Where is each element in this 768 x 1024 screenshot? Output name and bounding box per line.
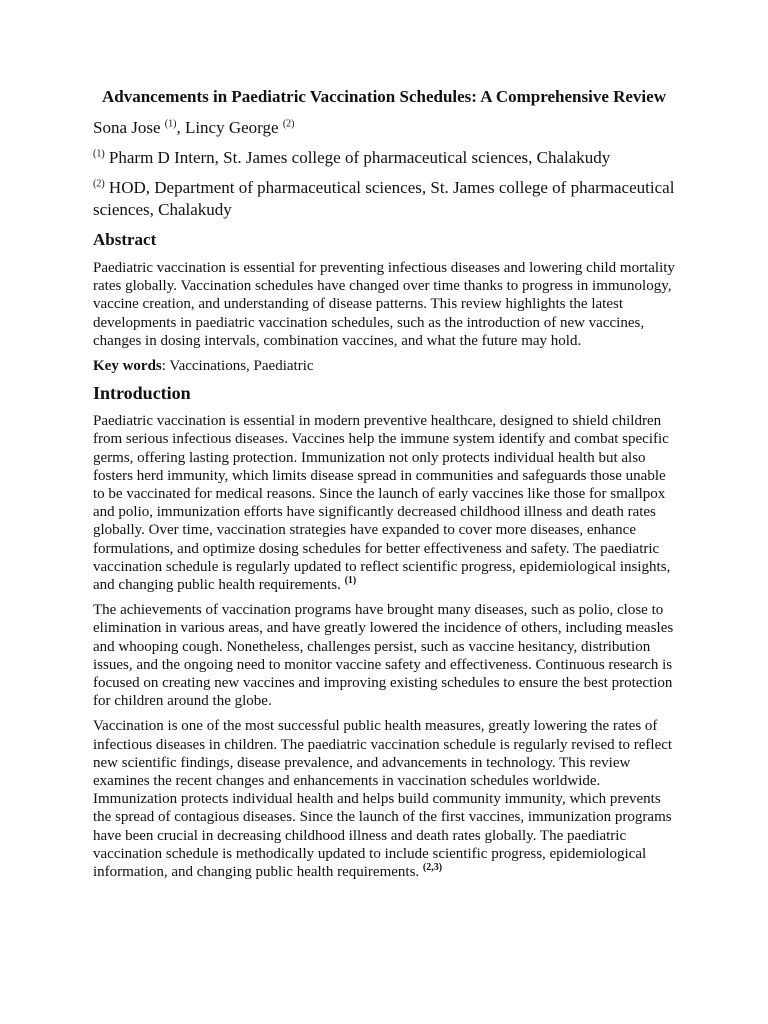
paragraph-text: Paediatric vaccination is essential in modern preventive healthcare, designed to shield children from serious infectious diseases. Vaccines help the immune system identify and combat specific germs, offering lasting protection. Immunization not only protects individual health but also fosters herd immunity, which limits disease spread in communities and safeguards those unable to be vaccinated for medical reasons. Since the launch of early vaccines like those for smallpox and polio, immunization efforts have significantly decreased childhood illness and death rates globally. Over time, vaccination strategies have expanded to cover more diseases, enhance formulations, and optimize dosing schedules for better effectiveness and safety. The paediatric vaccination schedule is regularly updated to reflect scientific progress, epidemiological insights, and changing public health requirements. — [93, 413, 671, 594]
affiliation-mark: (1) — [93, 148, 105, 160]
author-name: Lincy George — [184, 118, 279, 137]
keywords-text: Vaccinations, Paediatric — [169, 358, 314, 375]
abstract-text: Paediatric vaccination is essential for preventing infectious diseases and lowering child mortality rates globally. Vaccination schedules have changed over time thanks to progress in immunology, vaccine creation, and understanding of disease patterns. This review highlights the latest developments in paediatric vaccination schedules, such as the introduction of new vaccines, changes in dosing intervals, combination vaccines, and what the future may hold. — [93, 260, 675, 349]
abstract-heading: Abstract — [93, 230, 157, 249]
introduction-paragraph — [93, 412, 675, 594]
keywords — [93, 357, 675, 375]
affiliation — [93, 147, 675, 169]
introduction-heading: Introduction — [93, 383, 191, 404]
affiliation-text: Pharm D Intern, St. James college of pharmaceutical sciences, Chalakudy — [108, 148, 611, 167]
keywords-separator: : — [161, 358, 170, 375]
paragraph-text: The achievements of vaccination programs have brought many diseases, such as polio, close to elimination in various areas, and have greatly lowered the incidence of others, including measles and whooping cough. Nonetheless, challenges persist, such as vaccine hesitancy, distribution issues, and the ongoing need to monitor vaccine safety and effectiveness. Continuous research is focused on creating new vaccines and improving existing schedules to ensure the best protection for children around the globe. — [93, 602, 674, 710]
affiliation — [93, 177, 675, 221]
paper-title: Advancements in Paediatric Vaccination Schedules: A Comprehensive Review — [102, 87, 666, 106]
affiliation-text: HOD, Department of pharmaceutical sciences, St. James college of pharmaceutical sciences, Chalakudy — [93, 178, 675, 219]
citation-mark: (2,3) — [422, 862, 443, 874]
author-separator: , — [176, 118, 185, 137]
author-affiliation-mark: (1) — [164, 118, 177, 130]
author-name: Sona Jose — [93, 118, 161, 137]
keywords-label: Key words — [93, 358, 162, 375]
author-line — [93, 117, 675, 139]
paragraph-text: Vaccination is one of the most successful public health measures, greatly lowering the rates of infectious diseases in children. The paediatric vaccination schedule is regularly revised to reflect new scientific findings, disease prevalence, and advancements in technology. This review examines the recent changes and enhancements in vaccination schedules worldwide. Immunization protects individual health and helps build community immunity, which prevents the spread of contagious diseases. Since the launch of the first vaccines, immunization programs have been crucial in decreasing childhood illness and death rates globally. The paediatric vaccination schedule is methodically updated to include scientific progress, epidemiological information, and changing public health requirements. — [93, 718, 673, 881]
introduction-paragraph — [93, 717, 675, 881]
introduction-paragraph — [93, 601, 675, 710]
citation-mark: (1) — [344, 575, 357, 587]
affiliation-mark: (2) — [93, 178, 105, 190]
author-affiliation-mark: (2) — [282, 118, 295, 130]
